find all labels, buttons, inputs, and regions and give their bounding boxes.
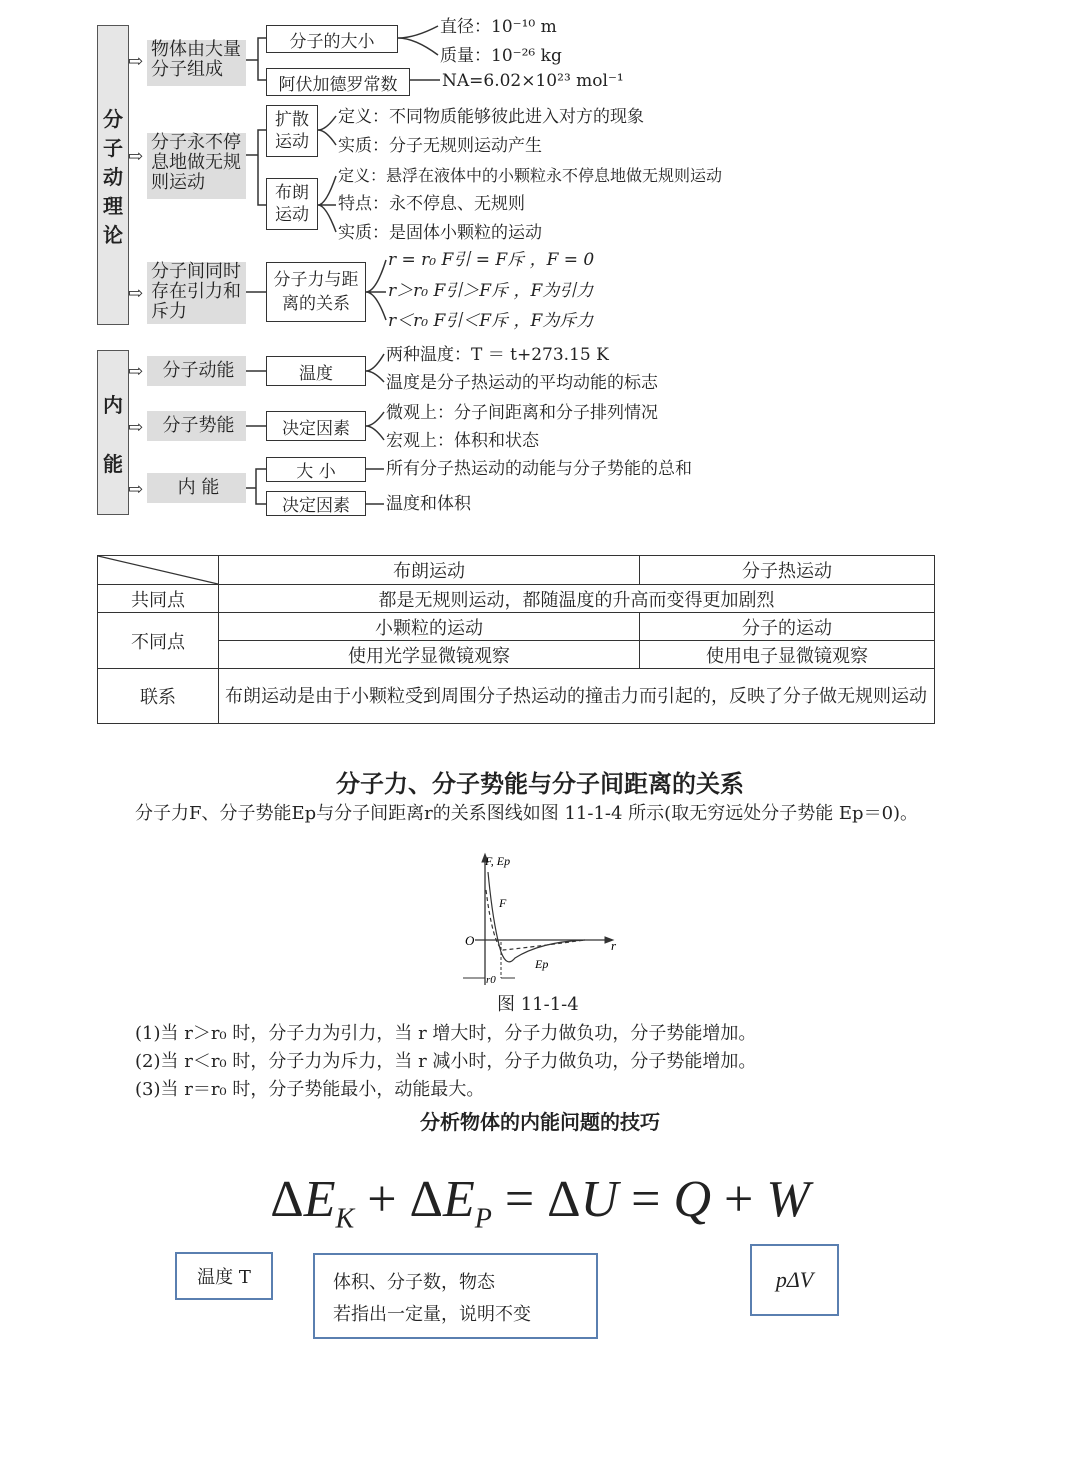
section-intro: 分子力F、分子势能Ep与分子间距离r的关系图线如图 11-1-4 所示(取无穷远处分子势能 Ep＝0)。 [135,803,919,824]
box-work: pΔV [750,1244,839,1316]
box-potential-factors: 决定因素 [266,411,366,441]
box-force-distance: 分子力与距离的关系 [266,262,366,322]
table-row [98,669,935,724]
avogadro-value: NA=6.02×10²³ mol⁻¹ [442,71,624,91]
energy-formula: $\Delta E_K + \Delta E_P = \Delta U = Q + W$ [270,1171,810,1235]
condition-1: (1)当 r＞r₀ 时，分子力为引力，当 r 增大时，分子力做负功，分子势能增加。 [135,1023,757,1044]
group-label-forces: 分子间同时存在引力和斥力 [147,262,246,324]
diff-a2: 使用光学显微镜观察 [219,641,640,669]
force-case-greater: r＞r₀ F引＞F斥 ，F为引力 [388,281,594,301]
comparison-table [97,555,935,724]
diffusion-definition: 定义：不同物质能够彼此进入对方的现象 [338,107,644,127]
volume-line-1: 体积、分子数，物态 [333,1272,495,1293]
header-thermal: 分子热运动 [640,556,935,585]
diameter-text: 直径：10⁻¹⁰ m [440,17,557,37]
arrow-icon: ⇨ [128,146,144,167]
box-energy-factors: 决定因素 [266,491,366,516]
diff-b1: 分子的运动 [640,613,935,641]
box-volume [313,1253,598,1339]
box-temperature-t: 温度 T [175,1252,273,1300]
brownian-essence: 实质：是固体小颗粒的运动 [338,223,542,243]
condition-2: (2)当 r＜r₀ 时，分子力为斥力，当 r 减小时，分子力做负功，分子势能增加。 [135,1051,757,1072]
kinetic-line-2: 温度是分子热运动的平均动能的标志 [386,373,658,393]
force-case-less: r＜r₀ F引＜F斥 ，F为斥力 [388,311,594,331]
box-energy-size: 大 小 [266,457,366,482]
brownian-feature: 特点：永不停息、无规则 [338,194,525,214]
origin-label: O [465,933,475,948]
force-energy-graph [455,850,625,990]
table-row [98,641,935,669]
energy-size-desc: 所有分子热运动的动能与分子势能的总和 [386,459,692,479]
link-cell: 布朗运动是由于小颗粒受到周围分子热运动的撞击力而引起的，反映了分子做无规则运动 [219,669,935,724]
label-internal-energy: 内 能 [147,473,246,503]
r0-label: r0 [486,974,496,986]
section-heading-tips: 分析物体的内能问题的技巧 [420,1110,660,1134]
arrow-icon: ⇨ [128,51,144,72]
axis-label-y: F, Ep [485,854,511,868]
volume-line-2: 若指出一定量，说明不变 [333,1304,531,1325]
diff-b2: 使用电子显微镜观察 [640,641,935,669]
force-case-equal: r = r₀ F引 = F斥 ，F = 0 [388,250,595,270]
arrow-icon: ⇨ [128,417,144,438]
theory-side-title: 分 子 动 理 论 [97,25,129,325]
arrow-icon: ⇨ [128,283,144,304]
condition-3: (3)当 r＝r₀ 时，分子势能最小，动能最大。 [135,1079,485,1100]
arrow-icon: ⇨ [128,361,144,382]
diff-a1: 小颗粒的运动 [219,613,640,641]
internal-side-title: 内 能 [97,350,129,515]
axis-label-x: r [611,938,617,953]
common-cell: 都是无规则运动，都随温度的升高而变得更加剧烈 [219,585,935,613]
diffusion-essence: 实质：分子无规则运动产生 [338,136,542,156]
arrow-icon: ⇨ [128,479,144,500]
section-heading-force: 分子力、分子势能与分子间距离的关系 [336,770,744,798]
box-temperature: 温度 [266,356,366,386]
curve-label-f: F [499,896,507,910]
box-avogadro: 阿伏加德罗常数 [266,68,410,96]
table-row [98,613,935,641]
box-brownian: 布朗运动 [266,178,318,230]
figure-caption: 图 11-1-4 [497,994,579,1015]
row-label-link: 联系 [98,669,219,724]
box-diffusion: 扩散运动 [266,105,318,157]
group-label-motion: 分子永不停息地做无规则运动 [147,133,246,199]
header-brownian: 布朗运动 [219,556,640,585]
table-row [98,556,935,585]
row-label-common: 共同点 [98,585,219,613]
kinetic-line-1: 两种温度：T ＝ t+273.15 K [386,345,609,365]
table-row [98,585,935,613]
label-potential-energy: 分子势能 [147,411,246,441]
group-label-composition: 物体由大量分子组成 [147,40,246,86]
potential-line-1: 微观上：分子间距离和分子排列情况 [386,403,658,423]
curve-label-ep: Ep [535,957,549,971]
potential-line-2: 宏观上：体积和状态 [386,431,539,451]
label-kinetic-energy: 分子动能 [147,356,246,386]
mass-text: 质量：10⁻²⁶ kg [440,46,562,66]
energy-factor-desc: 温度和体积 [386,494,471,514]
row-label-diff: 不同点 [98,613,219,669]
box-molecule-size: 分子的大小 [266,25,398,53]
diagonal-header-cell [98,556,219,585]
brownian-definition: 定义：悬浮在液体中的小颗粒永不停息地做无规则运动 [338,166,723,185]
diagonal-line [98,556,218,584]
